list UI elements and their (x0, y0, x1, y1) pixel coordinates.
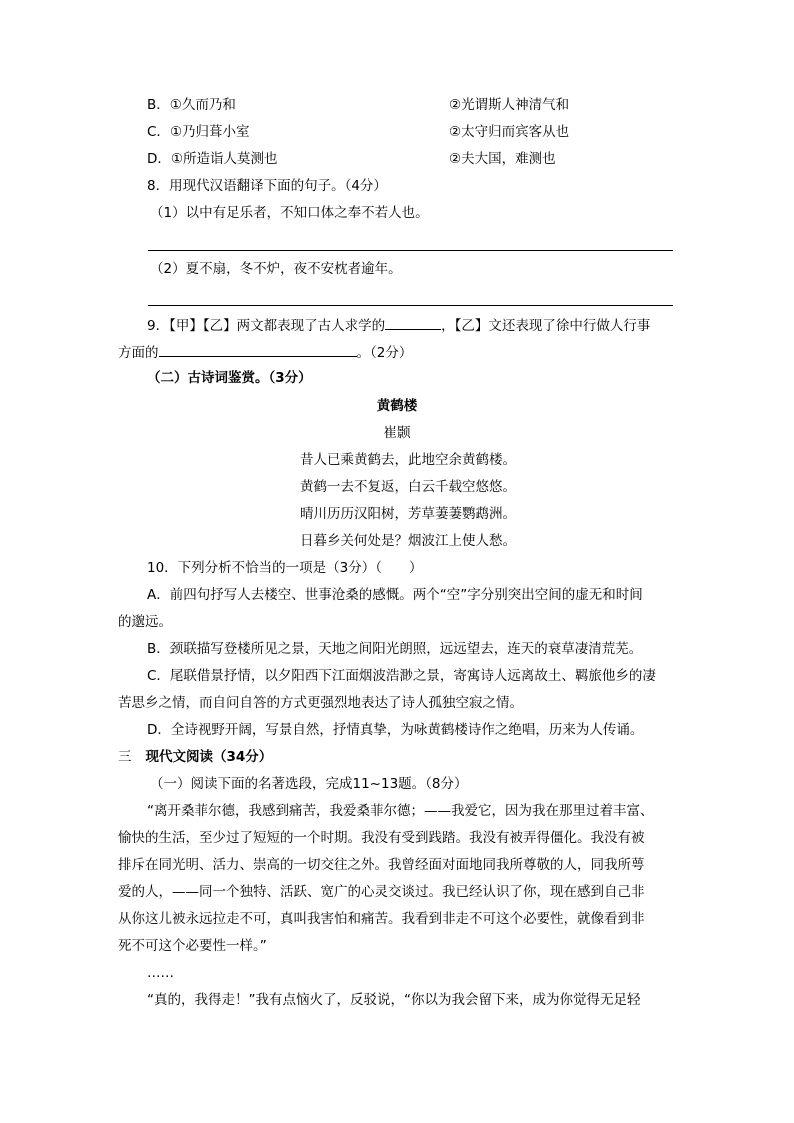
section-3-heading (118, 748, 272, 766)
q10-option-c: C．尾联借景抒情，以夕阳西下江面烟波浩渺之景，寄寓诗人远离故土、羁旅他乡的凄 (147, 668, 656, 684)
option-part-1: ①久而乃和 (169, 97, 236, 113)
section-number: 三 (118, 749, 132, 765)
passage-line: 排斥在同光明、活力、崇高的一切交往之外。我曾经面对面地同我所尊敬的人，同我所萼 (118, 857, 645, 873)
q8-sentence-2: （2）夏不扇，冬不炉，夜不安枕者逾年。 (150, 261, 402, 277)
option-part-2: ②夫大国，难测也 (449, 151, 556, 167)
q9-line-1 (147, 315, 650, 335)
passage-line: “离开桑菲尔德，我感到痛苦，我爱桑菲尔德；——我爱它，因为我在那里过着丰富、 (147, 803, 654, 819)
q8-sentence-1: （1）以中有足乐者，不知口体之奉不若人也。 (150, 205, 429, 221)
option-label: C． (147, 124, 170, 140)
answer-line-1[interactable] (148, 250, 673, 251)
q7-option-d (147, 150, 556, 168)
q9-line-2 (118, 342, 412, 362)
option-part-1: ①乃归葺小室 (169, 124, 250, 140)
q10-option-d: D．全诗视野开阔，写景自然，抒情真挚，为咏黄鹤楼诗作之绝唱，历来为人传诵。 (147, 722, 644, 738)
q7-option-b (147, 96, 570, 114)
q9-text-4: 。（2分） (356, 345, 413, 361)
option-part-2: ②太守归而宾客从也 (449, 124, 570, 140)
section-2-heading: （二）古诗词鉴赏。（3分） (147, 370, 312, 386)
q9-text-1: 9．【甲】【乙】两文都表现了古人求学的 (147, 318, 386, 334)
poem-line: 日暮乡关何处是？烟波江上使人愁。 (300, 533, 516, 549)
passage-line: 从你这儿被永远拉走不可，真叫我害怕和痛苦。我看到非走不可这个必要性，就像看到非 (118, 911, 645, 927)
q10-option-b: B．颈联描写登楼所见之景，天地之间阳光朗照，远远望去，连天的衰草凄清荒芜。 (147, 641, 643, 657)
answer-line-2[interactable] (148, 305, 673, 306)
option-label: D． (147, 151, 171, 167)
q7-option-c (147, 123, 570, 141)
q10-option-c-cont: 苦思乡之情，而自问自答的方式更强烈地表达了诗人孤独空寂之情。 (118, 695, 523, 711)
poem-title: 黄鹤楼 (376, 398, 418, 414)
option-part-1: ①所造诣人莫测也 (170, 151, 278, 167)
option-label: B． (147, 97, 170, 113)
passage-line: 爱的人，——同一个独特、活跃、宽广的心灵交谈过。我已经认识了你，现在感到自己非 (118, 884, 645, 900)
poem-line: 晴川历历汉阳树，芳草萋萋鹦鹉洲。 (300, 506, 516, 522)
q10-stem: 10．下列分析不恰当的一项是（3分）（ ） (147, 560, 423, 576)
q8-stem: 8．用现代汉语翻译下面的句子。（4分） (147, 178, 387, 194)
q9-blank-1[interactable] (385, 315, 441, 330)
ellipsis: …… (147, 965, 174, 981)
passage-line: 愉快的生活，至少过了短短的一个时期。我没有受到践踏。我没有被弄得僵化。我没有被 (118, 830, 645, 846)
poem-line: 黄鹤一去不复返，白云千载空悠悠。 (300, 479, 516, 495)
poem-line: 昔人已乘黄鹤去，此地空余黄鹤楼。 (300, 452, 516, 468)
q10-option-a: A．前四句抒写人去楼空、世事沧桑的感慨。两个“空”字分别突出空间的虚无和时间 (147, 587, 643, 603)
poem-author: 崔颢 (383, 425, 411, 441)
q9-text-2: ，【乙】文还表现了徐中行做人行事 (441, 318, 651, 334)
passage-line: “真的，我得走！”我有点恼火了，反驳说，“你以为我会留下来，成为你觉得无足轻 (147, 992, 641, 1008)
passage-line: 死不可这个必要性一样。” (118, 938, 267, 954)
section-3-sub: （一）阅读下面的名著选段，完成11~13题。（8分） (150, 776, 468, 792)
option-part-2: ②光谓斯人神清气和 (449, 97, 570, 113)
q9-blank-2[interactable] (159, 342, 357, 357)
q10-option-a-cont: 的邈远。 (118, 614, 172, 630)
q9-text-3: 方面的 (118, 345, 159, 361)
section-title: 现代文阅读（34分） (145, 749, 273, 765)
